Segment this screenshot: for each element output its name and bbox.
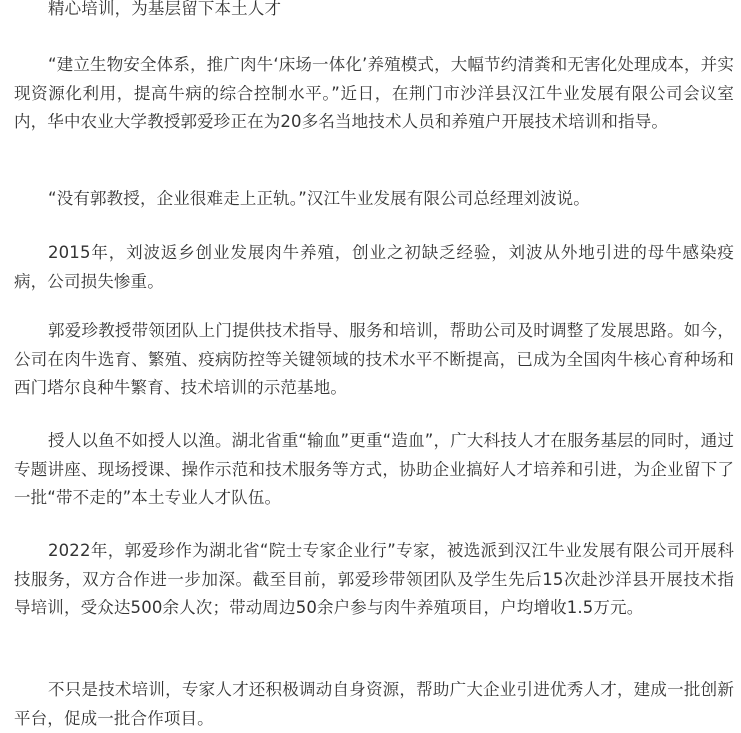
paragraph-4: 郭爱珍教授带领团队上门提供技术指导、服务和培训，帮助公司及时调整了发展思路。如今，公司在肉牛选育、繁殖、疫病防控等关键领域的技术水平不断提高，已成为全国肉牛核心育种场和西门塔尔良种牛繁育、技术培训的示范基地。 [14, 321, 734, 397]
paragraph-1: “建立生物安全体系，推广肉牛‘床场一体化’养殖模式，大幅节约清粪和无害化处理成本，并实现资源化利用，提高牛病的综合控制水平。”近日，在荆门市沙洋县汉江牛业发展有限公司会议室内，华中农业大学教授郭爱珍正在为20多名当地技术人员和养殖户开展技术培训和指导。 [14, 55, 734, 131]
paragraph-2: “没有郭教授，企业很难走上正轨。”汉江牛业发展有限公司总经理刘波说。 [48, 189, 590, 208]
paragraph-6: 2022年，郭爱珍作为湖北省“院士专家企业行”专家，被选派到汉江牛业发展有限公司开展科技服务，双方合作进一步加深。截至目前，郭爱珍带领团队及学生先后15次赴沙洋县开展技术指导培训，受众达500余人次；带动周边50余户参与肉牛养殖项目，户均增收1.5万元。 [14, 541, 734, 617]
paragraph-3: 2015年，刘波返乡创业发展肉牛养殖，创业之初缺乏经验，刘波从外地引进的母牛感染疫病，公司损失惨重。 [14, 243, 734, 291]
paragraph-7: 不只是技术培训，专家人才还积极调动自身资源，帮助广大企业引进优秀人才，建成一批创新平台，促成一批合作项目。 [14, 680, 734, 728]
paragraph-5: 授人以鱼不如授人以渔。湖北省重“输血”更重“造血”，广大科技人才在服务基层的同时，通过专题讲座、现场授课、操作示范和技术服务等方式，协助企业搞好人才培养和引进，为企业留下了一批“带不走的”本土专业人才队伍。 [14, 431, 734, 507]
section-heading: 精心培训，为基层留下本土人才 [48, 0, 282, 18]
